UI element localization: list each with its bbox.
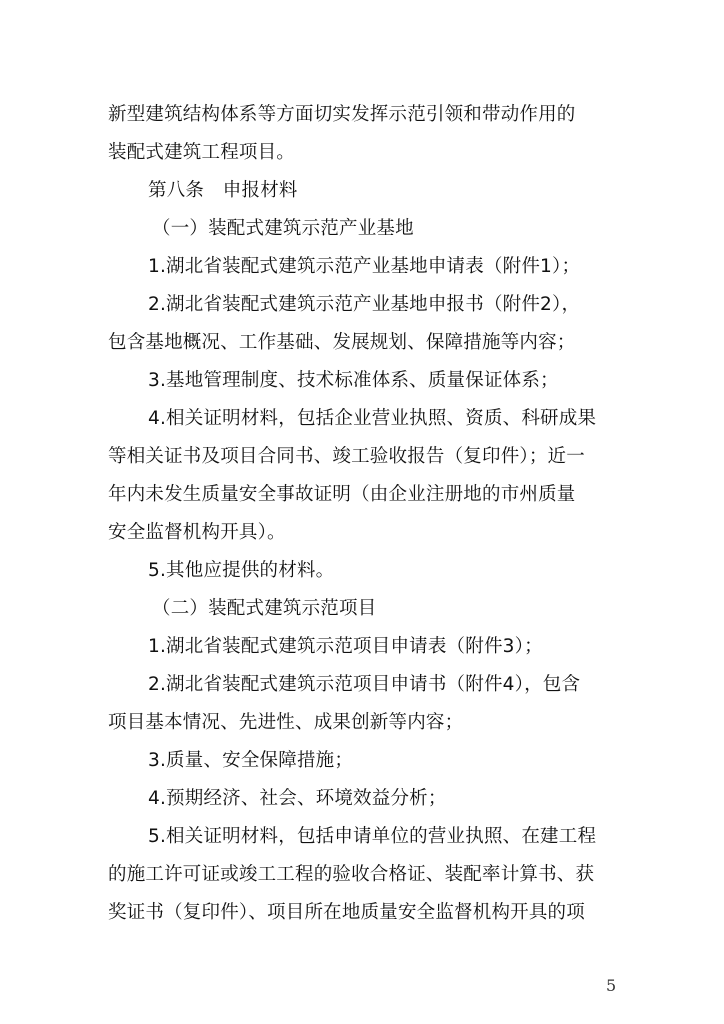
text-line: 的施工许可证或竣工工程的验收合格证、装配率计算书、获 (108, 864, 595, 885)
text-line: 2.湖北省装配式建筑示范产业基地申报书（附件2）， (148, 294, 581, 315)
text-line: 5.相关证明材料，包括申请单位的营业执照、在建工程 (148, 826, 597, 847)
text-line: 安全监督机构开具）。 (108, 522, 286, 543)
section-heading: （一）装配式建筑示范产业基地 (152, 218, 414, 239)
article-heading: 第八条 申报材料 (148, 180, 298, 201)
text-line: 3.基地管理制度、技术标准体系、质量保证体系； (148, 370, 559, 391)
text-line: 1.湖北省装配式建筑示范产业基地申请表（附件1）； (148, 256, 581, 277)
text-line: 1.湖北省装配式建筑示范项目申请表（附件3）； (148, 636, 543, 657)
text-line: 3.质量、安全保障措施； (148, 750, 354, 771)
text-line: 新型建筑结构体系等方面切实发挥示范引领和带动作用的 (108, 104, 576, 125)
text-line: 奖证书（复印件）、项目所在地质量安全监督机构开具的项 (108, 902, 585, 923)
text-line: 4.预期经济、社会、环境效益分析； (148, 788, 447, 809)
text-line: 2.湖北省装配式建筑示范项目申请书（附件4），包含 (148, 674, 581, 695)
text-line: 等相关证书及项目合同书、竣工验收报告（复印件）；近一 (108, 446, 585, 467)
text-line: 装配式建筑工程项目。 (108, 142, 296, 163)
text-line: 5.其他应提供的材料。 (148, 560, 335, 581)
text-line: 项目基本情况、先进性、成果创新等内容； (108, 712, 464, 733)
text-line: 4.相关证明材料，包括企业营业执照、资质、科研成果 (148, 408, 597, 429)
section-heading: （二）装配式建筑示范项目 (152, 598, 377, 619)
page-number: 5 (606, 976, 617, 995)
text-line: 年内未发生质量安全事故证明（由企业注册地的市州质量 (108, 484, 576, 505)
text-line: 包含基地概况、工作基础、发展规划、保障措施等内容； (108, 332, 576, 353)
